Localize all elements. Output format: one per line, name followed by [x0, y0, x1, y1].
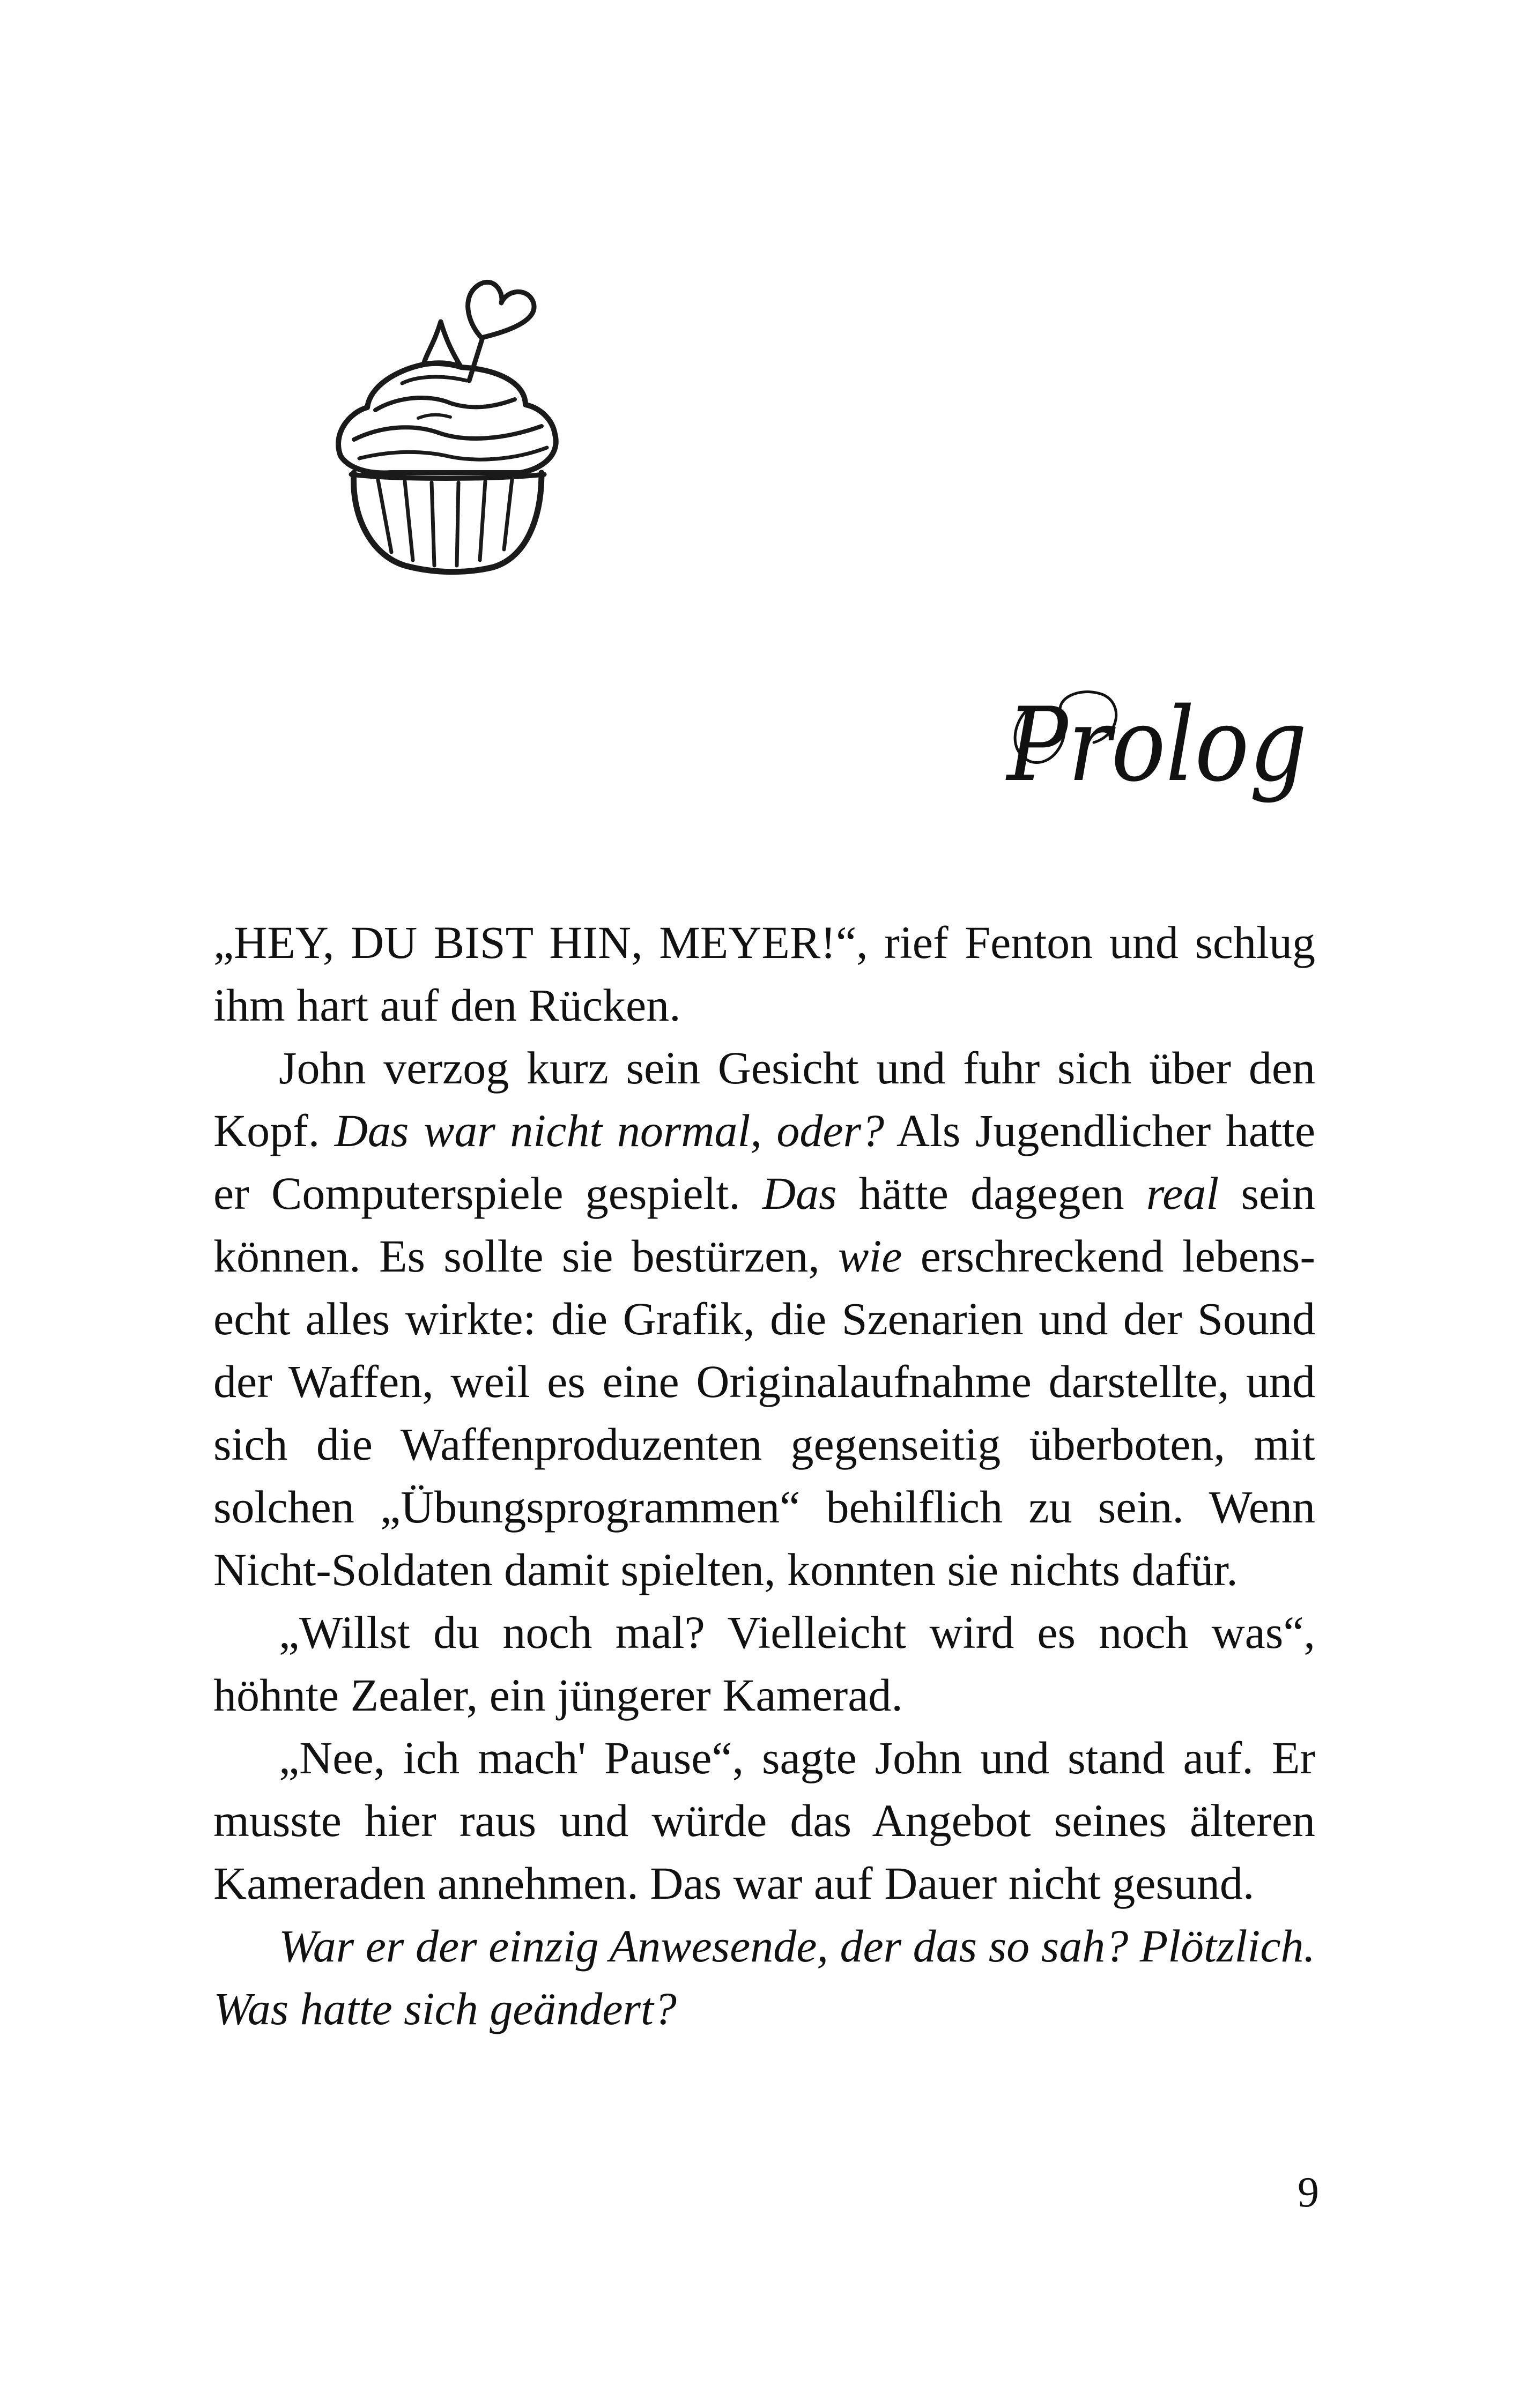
cupcake-cup: [354, 473, 542, 572]
text-run: sein können. Es sollte sie bestürzen,: [213, 1168, 1315, 1282]
text-run: „HEY, DU BIST HIN, MEYER!“, rief Fenton und schlug ihm hart auf den Rücken.: [213, 917, 1315, 1031]
cupcake-heart-icon: [290, 263, 590, 584]
paragraph: [213, 1037, 1315, 1601]
paragraph: [213, 1601, 1315, 1727]
frosting-tip: [424, 322, 461, 367]
heart-stick: [469, 338, 483, 381]
text-run: hätte dagegen: [836, 1168, 1146, 1219]
italic-text: real: [1146, 1168, 1219, 1219]
paragraph: [213, 1915, 1315, 2040]
prologue-body-text: [213, 911, 1315, 2040]
italic-text: Das: [762, 1168, 837, 1219]
chapter-title-text: Prolog: [1005, 686, 1307, 804]
paragraph: [213, 911, 1315, 1037]
text-run: Als Jugendlicher hatte er Computerspiele gespielt.: [213, 1105, 1315, 1219]
text-run: erschreckend lebensecht alles wirkte: die Grafik, die Szenarien und der Sound der Waffen, weil es eine Originalaufnahme darstellte, und sich die Waffenproduzenten gegenseitig überboten, mit solchen „Übungsprogrammen“ behilflich zu sein. Wenn Nicht-Soldaten damit spielten, konnten sie nichts dafür.: [213, 1230, 1315, 1595]
chapter-title: [997, 665, 1319, 826]
text-run: „Willst du noch mal? Vielleicht wird es noch was“, höhnte Zealer, ein jüngerer Kamerad.: [213, 1607, 1315, 1721]
italic-text: Das war nicht normal, oder?: [334, 1105, 885, 1156]
italic-text: War er der einzig Anwesende, der das so sah? Plötzlich. Was hatte sich geändert?: [213, 1920, 1315, 2034]
text-run: John verzog kurz sein Gesicht und fuhr sich über den Kopf.: [213, 1042, 1315, 1156]
heart-shape: [468, 282, 534, 338]
paragraph: [213, 1727, 1315, 1915]
italic-text: wie: [838, 1230, 902, 1282]
page-number: 9: [1298, 2169, 1319, 2216]
text-run: „Nee, ich mach' Pause“, sagte John und stand auf. Er musste hier raus und würde das Angebot seines älteren Kameraden annehmen. Das war auf Dauer nicht gesund.: [213, 1732, 1315, 1909]
